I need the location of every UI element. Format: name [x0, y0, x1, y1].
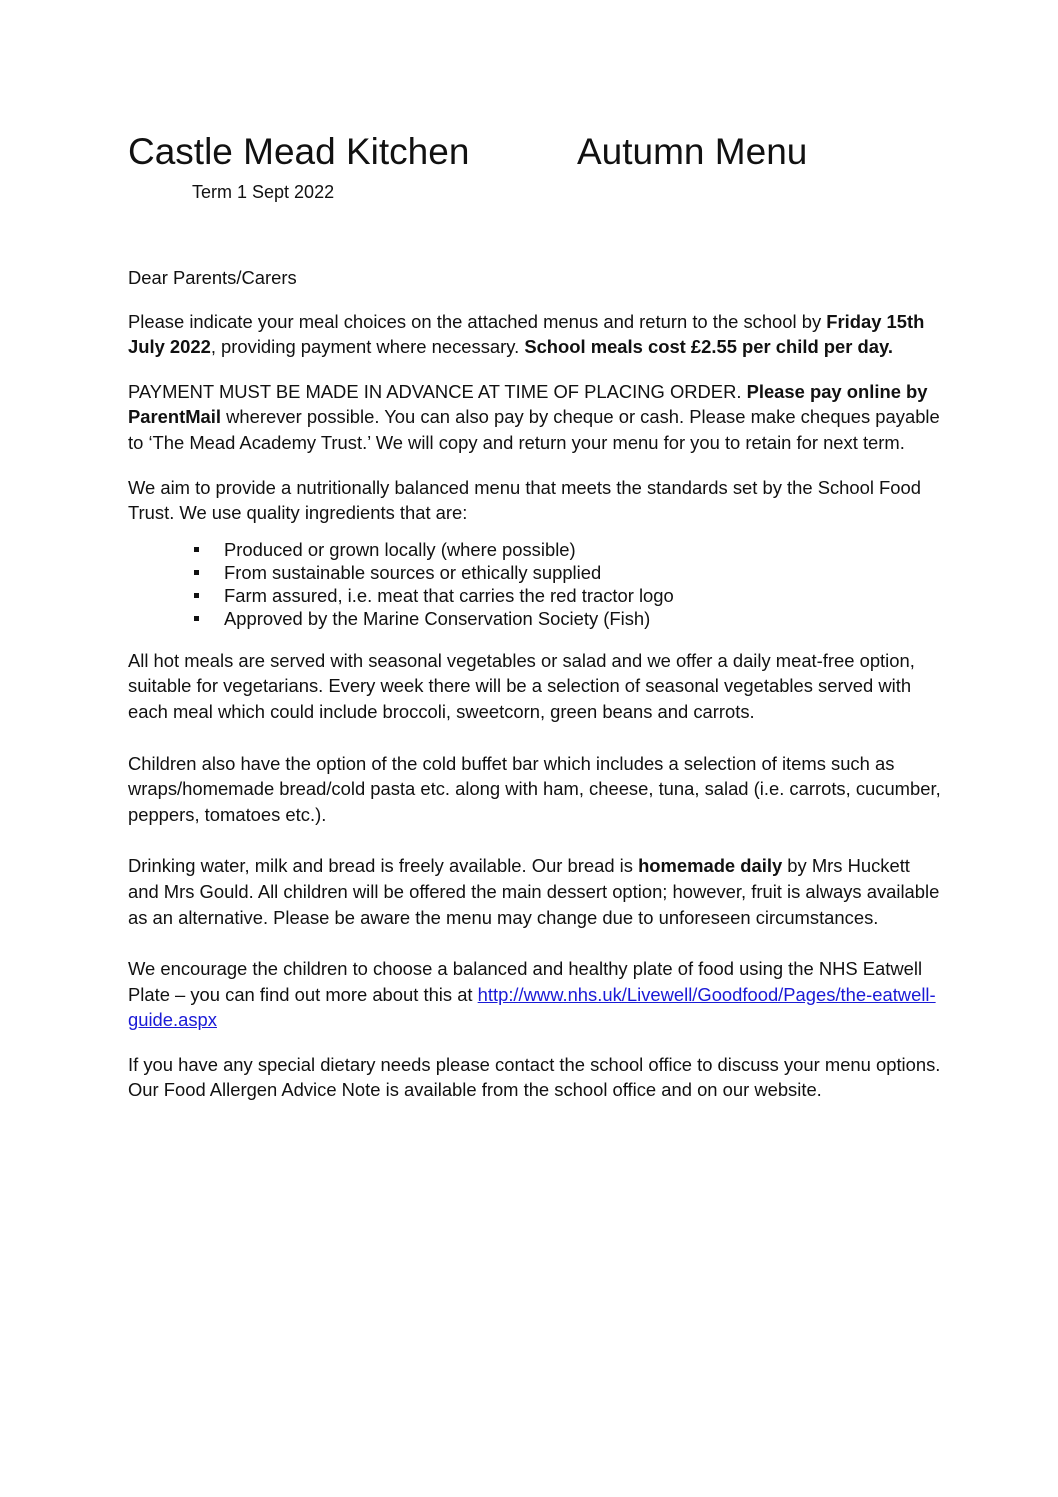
letter-body	[128, 265, 943, 1122]
menu-title: Autumn Menu	[577, 131, 808, 172]
paragraph-order-deadline	[128, 309, 943, 360]
text-run: , providing payment where necessary.	[210, 336, 525, 358]
paragraph-payment	[128, 379, 943, 456]
term-subtitle: Term 1 Sept 2022	[192, 182, 335, 202]
paragraph-nutrition: We aim to provide a nutritionally balanced menu that meets the standards set by the School Food Trust. We use quality ingredients that are:	[128, 476, 921, 524]
eatwell-guide-link[interactable]: http://www.nhs.uk/Livewell/Goodfood/Pages/the-eatwell-guide.aspx	[128, 983, 936, 1031]
paragraph-drinks-bread	[128, 853, 943, 930]
paragraph-hot-meals: All hot meals are served with seasonal vegetables or salad and we offer a daily meat-free option, suitable for vegetarians. Every week there will be a selection of seasonal vegetables served with each meal which could include broccoli, sweetcorn, green beans and carrots.	[128, 649, 915, 722]
title-row	[128, 130, 928, 180]
list-item: Produced or grown locally (where possible)	[188, 538, 943, 561]
kitchen-title: Castle Mead Kitchen	[128, 131, 470, 172]
meal-price: School meals cost £2.55 per child per day.	[524, 336, 893, 358]
paragraph-dietary-needs: If you have any special dietary needs please contact the school office to discuss your menu options. Our Food Allergen Advice Note is available from the school office and on our website.	[128, 1053, 941, 1101]
homemade-note: homemade daily	[638, 855, 783, 877]
text-run: PAYMENT MUST BE MADE IN ADVANCE AT TIME OF PLACING ORDER.	[128, 380, 747, 402]
list-item: Farm assured, i.e. meat that carries the red tractor logo	[188, 584, 943, 607]
parentmail-note: Please pay online by ParentMail	[128, 380, 928, 428]
text-run: wherever possible. You can also pay by cheque or cash. Please make cheques payable to ‘The Mead Academy Trust.’ We will copy and return your menu for you to retain for next term.	[128, 406, 940, 453]
list-item: Approved by the Marine Conservation Society (Fish)	[188, 607, 943, 630]
greeting: Dear Parents/Carers	[128, 267, 297, 288]
text-run: by Mrs Huckett and Mrs Gould. All children will be offered the main dessert option; however, fruit is always available as an alternative. Please be aware the menu may change due to unforeseen circumstances.	[128, 855, 940, 928]
paragraph-eatwell	[128, 956, 943, 1033]
text-run: Please indicate your meal choices on the attached menus and return to the school by	[128, 310, 827, 332]
text-run: We encourage the children to choose a balanced and healthy plate of food using the NHS Eatwell Plate – you can find out more about this at	[128, 958, 923, 1005]
list-item: From sustainable sources or ethically supplied	[188, 561, 943, 584]
paragraph-buffet: Children also have the option of the cold buffet bar which includes a selection of items such as wraps/homemade bread/cold pasta etc. along with ham, cheese, tuna, salad (i.e. carrots, cucumber, peppers, tomatoes etc.).	[128, 752, 941, 825]
deadline-date: Friday 15th July 2022	[128, 310, 925, 358]
text-run: Drinking water, milk and bread is freely available. Our bread is	[128, 855, 639, 877]
ingredient-list	[128, 538, 943, 630]
